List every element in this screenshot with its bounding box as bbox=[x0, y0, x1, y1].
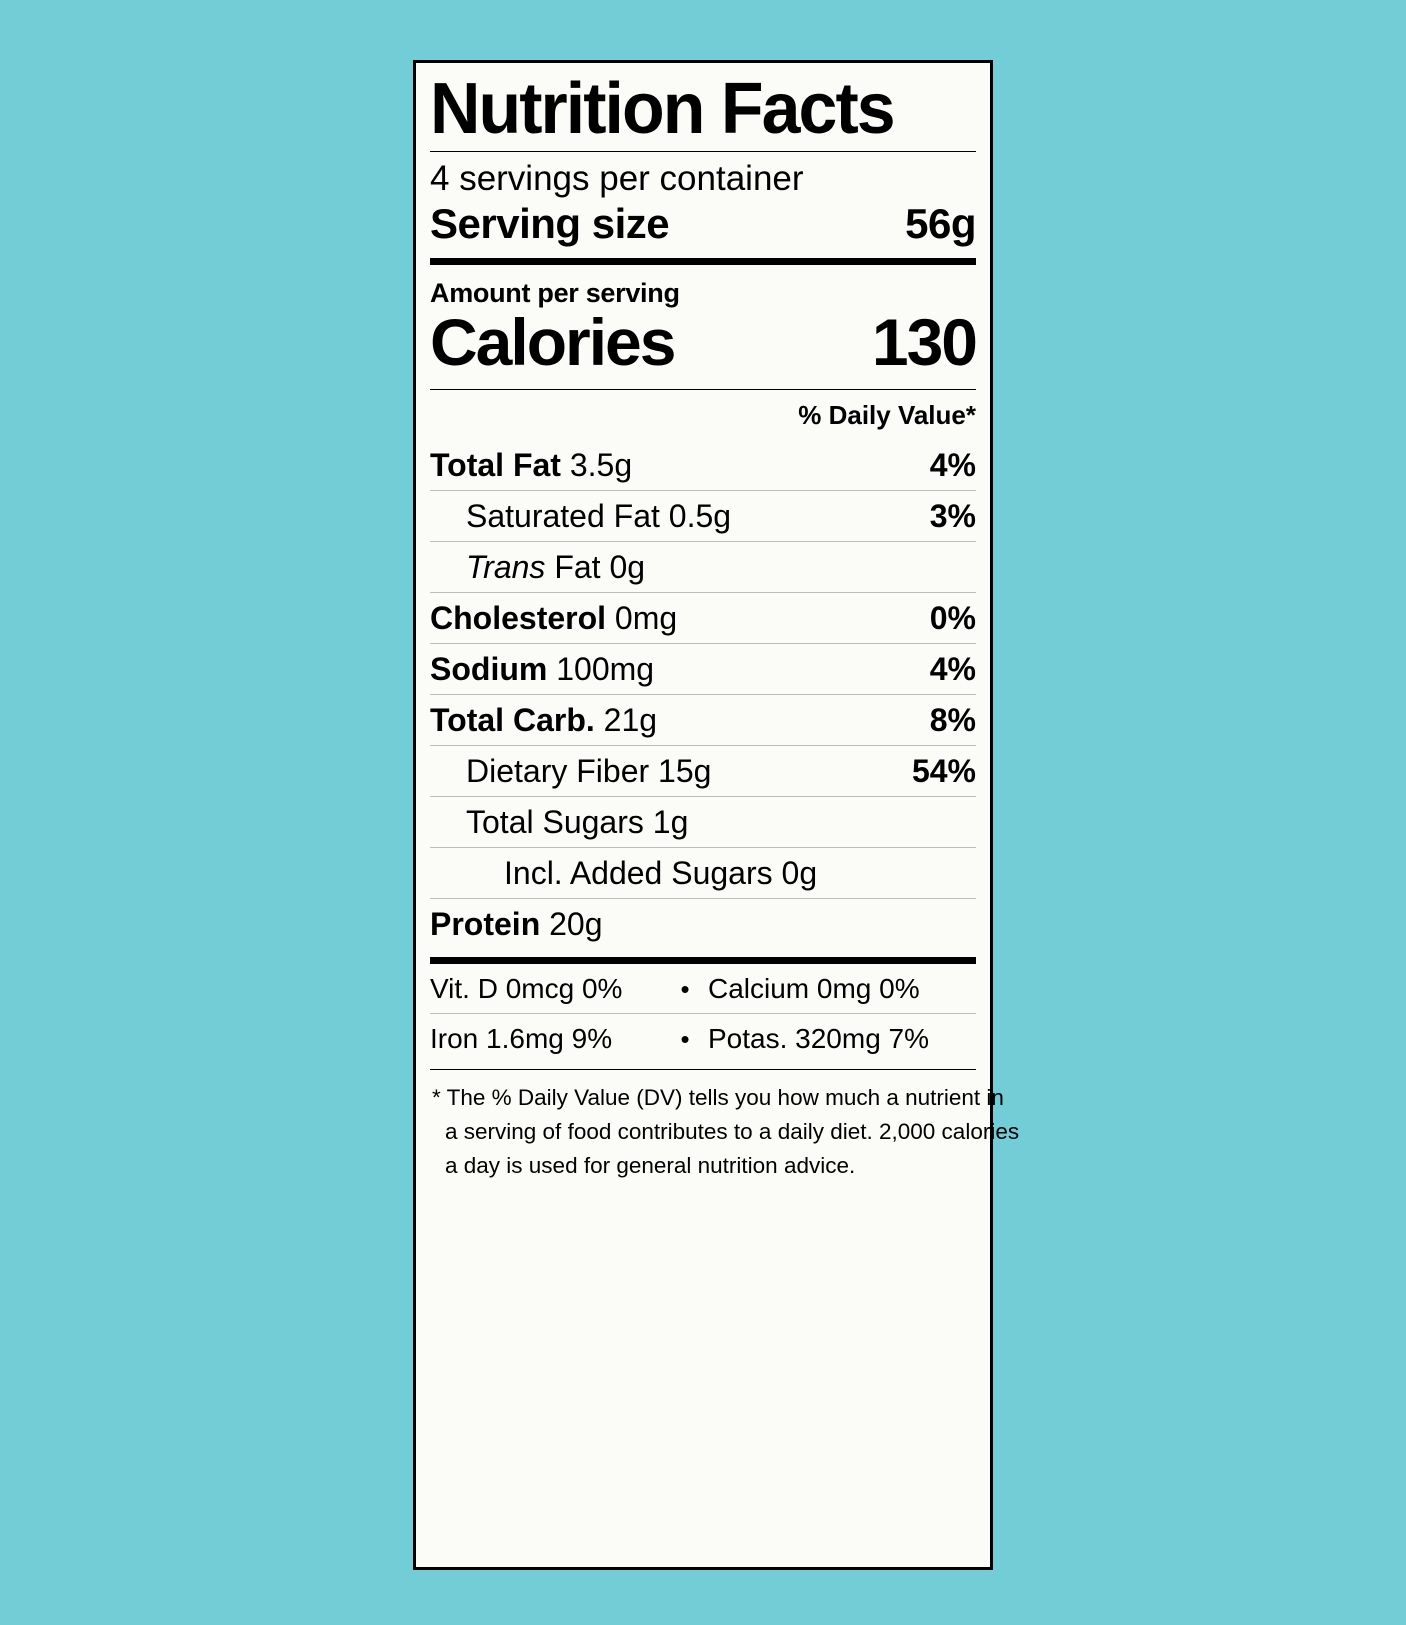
nutrient-name: Protein 20g bbox=[430, 906, 603, 943]
footnote-line: * The % Daily Value (DV) tells you how much a nutrient in bbox=[432, 1085, 1004, 1111]
vitamin-row bbox=[430, 1014, 976, 1063]
bullet-separator-icon: • bbox=[680, 1024, 690, 1055]
nutrient-daily-value: 4% bbox=[929, 651, 976, 688]
vitamin-left: Vit. D 0mcg 0% bbox=[430, 973, 623, 1005]
nutrient-row bbox=[430, 644, 976, 694]
nutrient-daily-value: 3% bbox=[929, 498, 976, 535]
serving-size-row bbox=[430, 198, 976, 258]
bullet-separator-icon: • bbox=[680, 974, 690, 1005]
calories-row bbox=[430, 305, 976, 383]
nutrient-row bbox=[430, 593, 976, 643]
nutrient-row bbox=[430, 746, 976, 796]
vitamin-row bbox=[430, 964, 976, 1013]
calories-label: Calories bbox=[430, 305, 675, 380]
serving-size-value: 56g bbox=[905, 200, 976, 248]
nutrient-name: Sodium 100mg bbox=[430, 651, 655, 688]
nutrient-name: Total Fat 3.5g bbox=[430, 447, 633, 484]
divider-vitamins bbox=[430, 957, 976, 964]
nutrient-name: Incl. Added Sugars 0g bbox=[504, 855, 818, 892]
nutrient-list bbox=[430, 440, 976, 949]
nutrient-row bbox=[430, 542, 976, 592]
daily-value-header: % Daily Value* bbox=[798, 400, 976, 431]
vitamin-right: Calcium 0mg 0% bbox=[708, 973, 920, 1005]
nutrient-name: Trans Fat 0g bbox=[466, 549, 646, 586]
vitamin-right: Potas. 320mg 7% bbox=[708, 1023, 930, 1055]
calories-value: 130 bbox=[871, 305, 976, 380]
vitamin-list bbox=[430, 964, 976, 1063]
nutrient-row bbox=[430, 695, 976, 745]
nutrient-daily-value: 54% bbox=[911, 753, 976, 790]
nutrient-name: Total Sugars 1g bbox=[466, 804, 689, 841]
nutrient-row bbox=[430, 797, 976, 847]
nutrient-daily-value: 0% bbox=[929, 600, 976, 637]
nutrient-row bbox=[430, 491, 976, 541]
vitamin-left: Iron 1.6mg 9% bbox=[430, 1023, 613, 1055]
nutrient-name: Dietary Fiber 15g bbox=[466, 753, 712, 790]
nutrient-name: Total Carb. 21g bbox=[430, 702, 658, 739]
nutrition-label bbox=[430, 69, 1020, 1557]
nutrient-daily-value: 4% bbox=[929, 447, 976, 484]
servings-per-container: 4 servings per container bbox=[430, 158, 804, 198]
footnote-line: a serving of food contributes to a daily diet. 2,000 calories bbox=[445, 1118, 1020, 1144]
footnote-line: a day is used for general nutrition advice. bbox=[445, 1152, 856, 1178]
nutrient-name: Saturated Fat 0.5g bbox=[466, 498, 732, 535]
nutrition-facts-panel bbox=[413, 60, 1020, 1570]
footnote bbox=[430, 1070, 1020, 1182]
page-title: Nutrition Facts bbox=[430, 69, 894, 149]
amount-per-serving-label: Amount per serving bbox=[430, 278, 680, 309]
divider-serving bbox=[430, 258, 976, 265]
serving-size-label: Serving size bbox=[430, 200, 670, 248]
nutrient-row bbox=[430, 848, 976, 898]
nutrient-row bbox=[430, 899, 976, 949]
nutrient-row bbox=[430, 440, 976, 490]
nutrient-daily-value: 8% bbox=[929, 702, 976, 739]
nutrient-name: Cholesterol 0mg bbox=[430, 600, 678, 637]
